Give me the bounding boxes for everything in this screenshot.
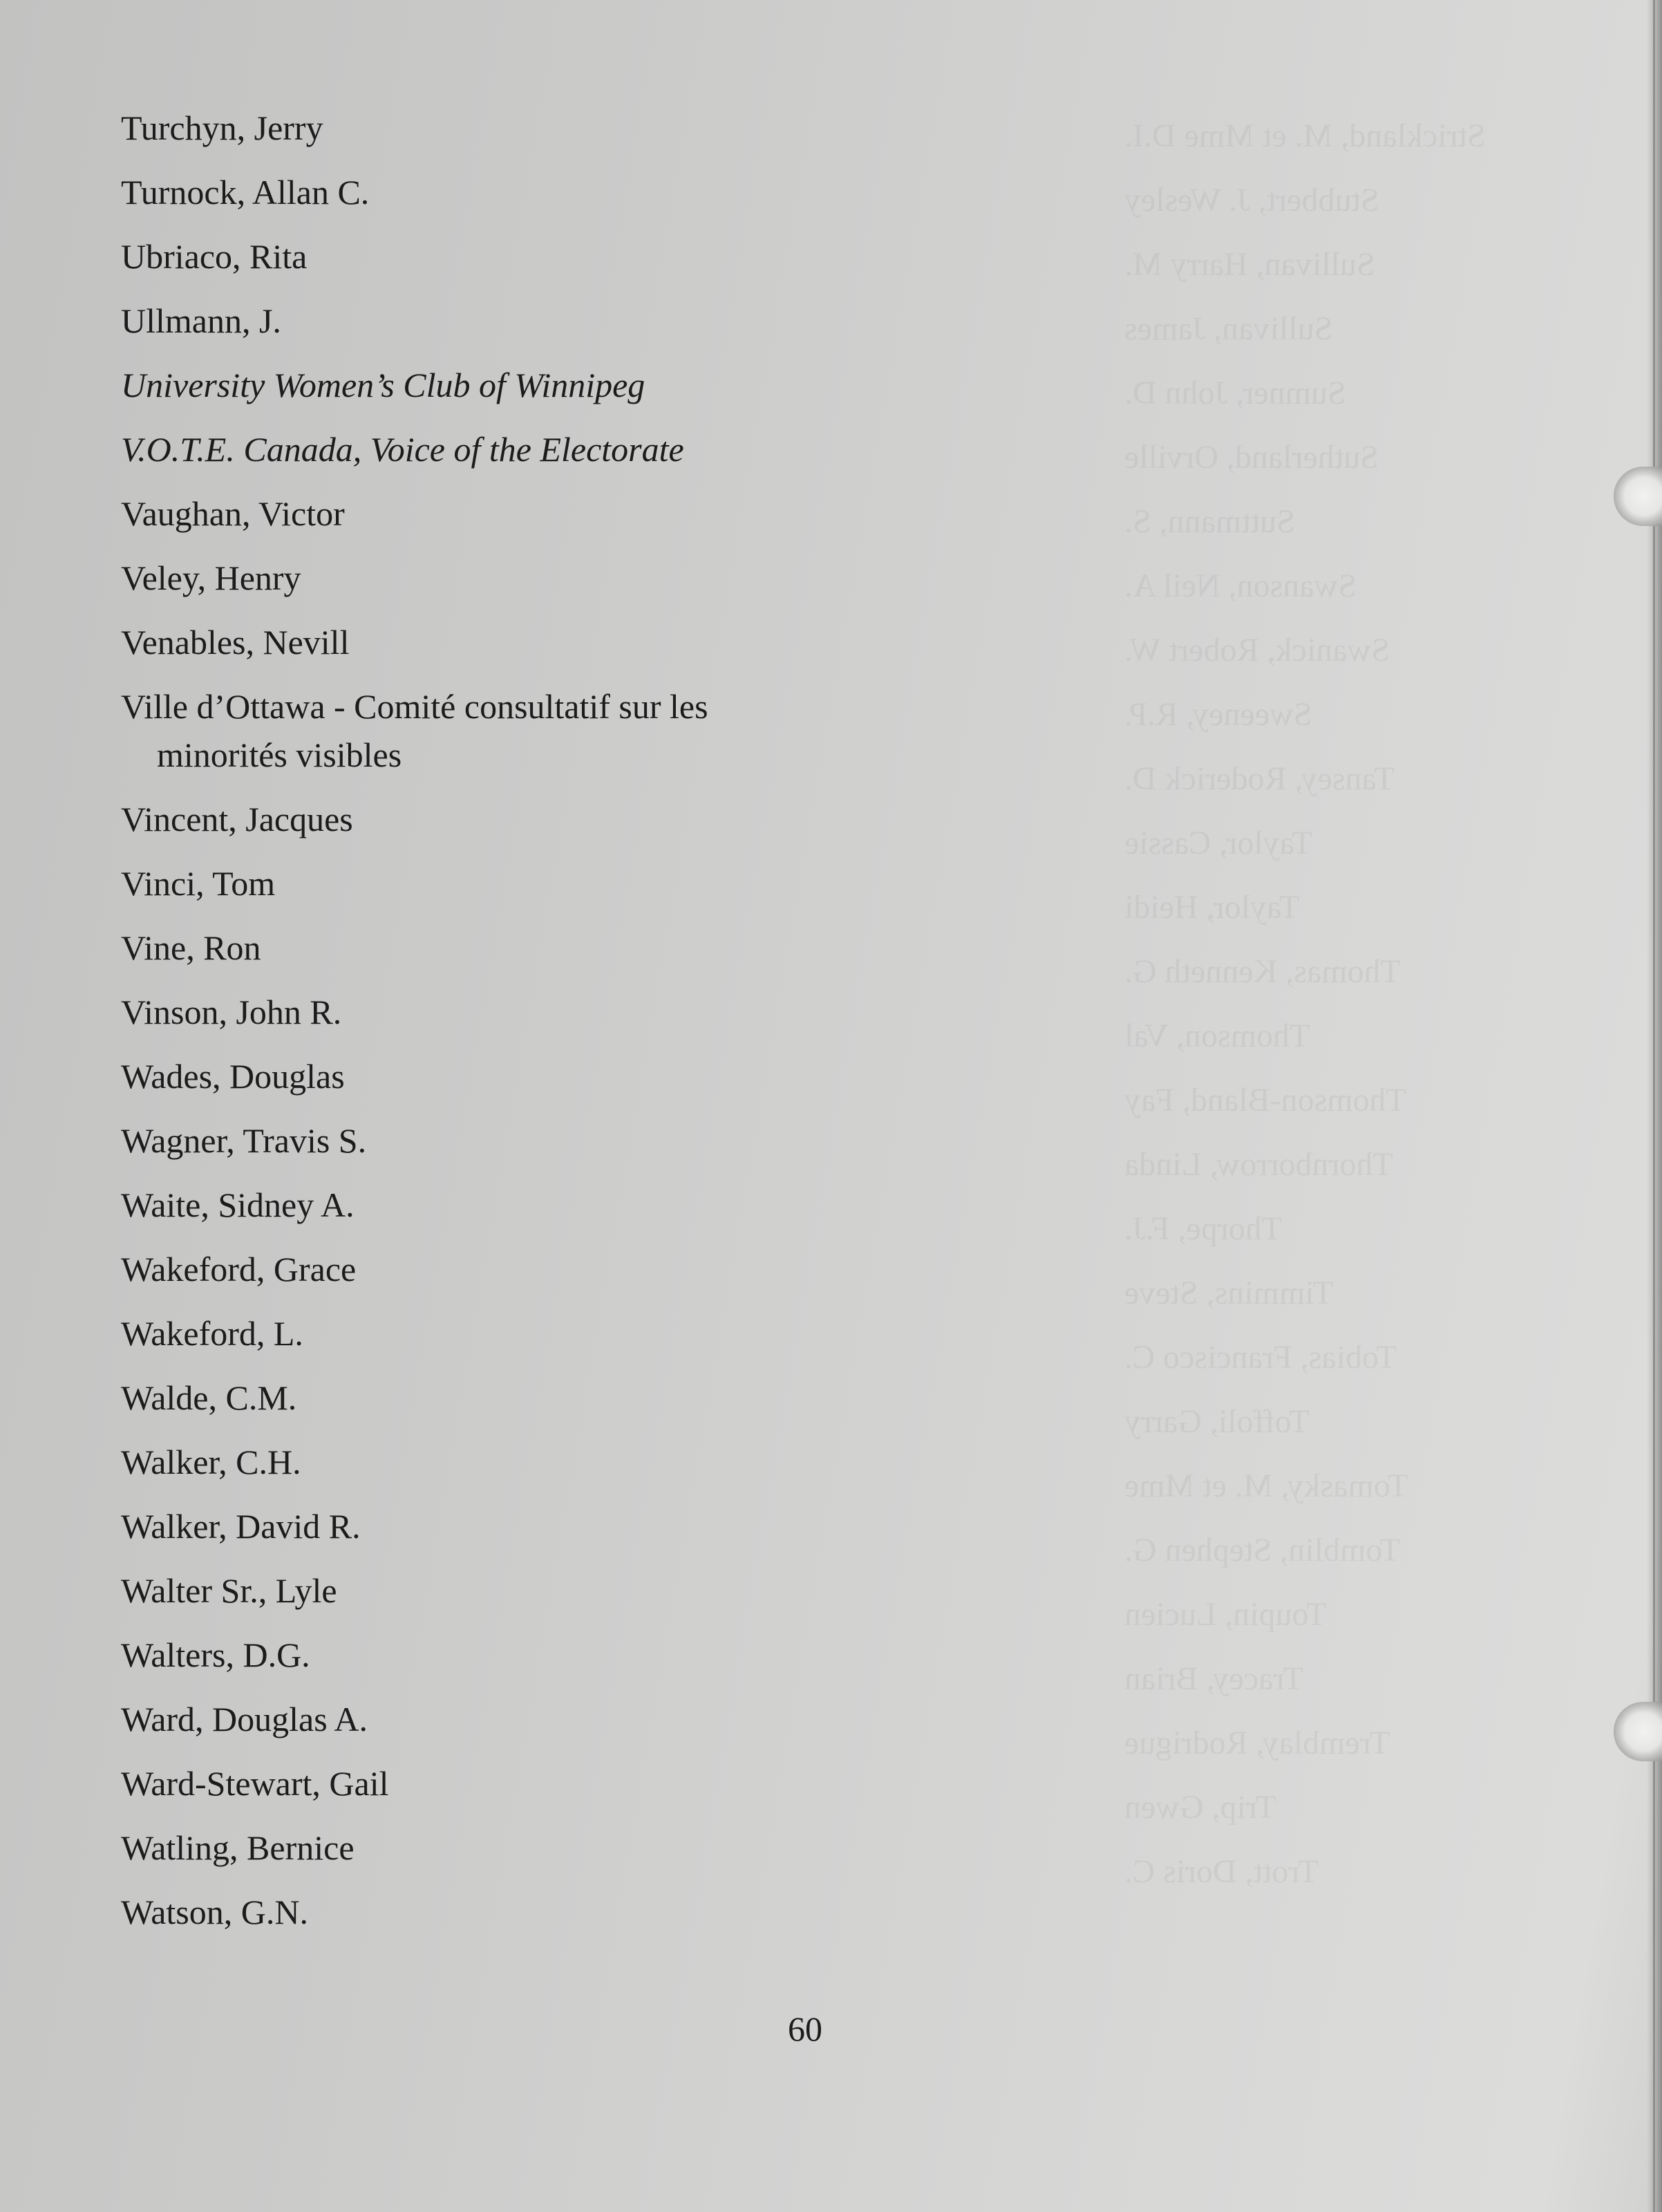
list-item: Wakeford, Grace [121,1250,357,1288]
list-item: V.O.T.E. Canada, Voice of the Electorate [121,430,684,469]
list-item: Ubriaco, Rita [121,237,308,276]
bleed-through-line: Timmins, Steve [1124,1275,1334,1311]
list-item: Wakeford, L. [121,1314,303,1353]
list-item: Wagner, Travis S. [121,1121,367,1160]
list-item: Waite, Sidney A. [121,1185,355,1224]
bleed-through-line: Thorpe, F.J. [1124,1210,1283,1247]
bleed-through-line: Suttmann, S. [1124,503,1296,540]
list-item: Vinci, Tom [121,864,276,903]
list-item: Vinson, John R. [121,993,342,1031]
list-item: Vincent, Jacques [121,800,353,838]
list-item: Ward, Douglas A. [121,1700,368,1738]
list-item: Wades, Douglas [121,1057,345,1096]
list-item: Ward-Stewart, Gail [121,1764,389,1803]
list-item: Walker, David R. [121,1507,361,1546]
name-list [121,104,812,1952]
bleed-through-line: Tremblay, Rodrigue [1124,1725,1390,1761]
bleed-through-text [1124,104,1486,1904]
list-item: Walde, C.M. [121,1378,297,1417]
bleed-through-line: Sutherland, Orville [1124,439,1379,476]
list-item: Turchyn, Jerry [121,109,323,147]
bleed-through-line: Sumner, John D. [1124,375,1347,411]
bleed-through-line: Thornborrow, Linda [1124,1146,1394,1183]
bleed-through-line: Tracey, Brian [1124,1660,1304,1697]
bleed-through-line: Thomas, Kenneth G. [1124,953,1401,990]
bleed-through-line: Sweeney, R.P. [1124,696,1312,733]
bleed-through-line: Tobias, Francisco C. [1124,1339,1397,1376]
bleed-through-line: Tansey, Roderick D. [1124,760,1395,797]
bleed-through-line: Sullivan, Harry M. [1124,246,1376,283]
bleed-through-line: Trip, Gwen [1124,1789,1276,1826]
bleed-through-line: Toffoli, Garry [1124,1403,1310,1440]
list-item: Walker, C.H. [121,1443,301,1481]
list-item: Turnock, Allan C. [121,173,370,212]
bleed-through-line: Trott, Doris C. [1124,1853,1319,1890]
list-item: Ullmann, J. [121,301,281,340]
bleed-through-line: Thomson, Val [1124,1018,1310,1054]
bleed-through-line: Tomasky, M. et Mme [1124,1468,1409,1504]
page-number: 60 [788,2009,822,2048]
punch-hole-top [1614,467,1662,526]
page-edge-line [1653,0,1655,2212]
bleed-through-line: Taylor, Heidi [1124,889,1300,926]
bleed-through-line: Strickland, M. et Mme D.I. [1124,118,1486,154]
bleed-through-line: Toupin, Lucien [1124,1596,1327,1633]
list-item: Walters, D.G. [121,1635,310,1674]
bleed-through-line: Tomblin, Stephen G. [1124,1532,1401,1568]
bleed-through-line: Sullivan, James [1124,310,1333,347]
list-item: Ville d’Ottawa - Comité consultatif sur les minorités visibles [121,687,708,774]
bleed-through-line: Thomson-Bland, Fay [1124,1082,1407,1118]
bleed-through-line: Swanson, Neil A. [1124,568,1357,604]
bleed-through-line: Stubbert, J. Wesley [1124,182,1379,218]
bleed-through-line: Taylor, Cassie [1124,825,1313,861]
list-item: Veley, Henry [121,559,301,597]
list-item: Walter Sr., Lyle [121,1571,337,1610]
list-item: Venables, Nevill [121,623,350,662]
list-item: Vine, Ron [121,928,261,967]
list-item: Vaughan, Victor [121,494,345,533]
list-item: Watling, Bernice [121,1828,355,1867]
bleed-through-line: Swanick, Robert W. [1124,632,1390,668]
list-item: University Women’s Club of Winnipeg [121,366,645,404]
list-item: Watson, G.N. [121,1893,308,1931]
punch-hole-bottom [1614,1702,1662,1761]
